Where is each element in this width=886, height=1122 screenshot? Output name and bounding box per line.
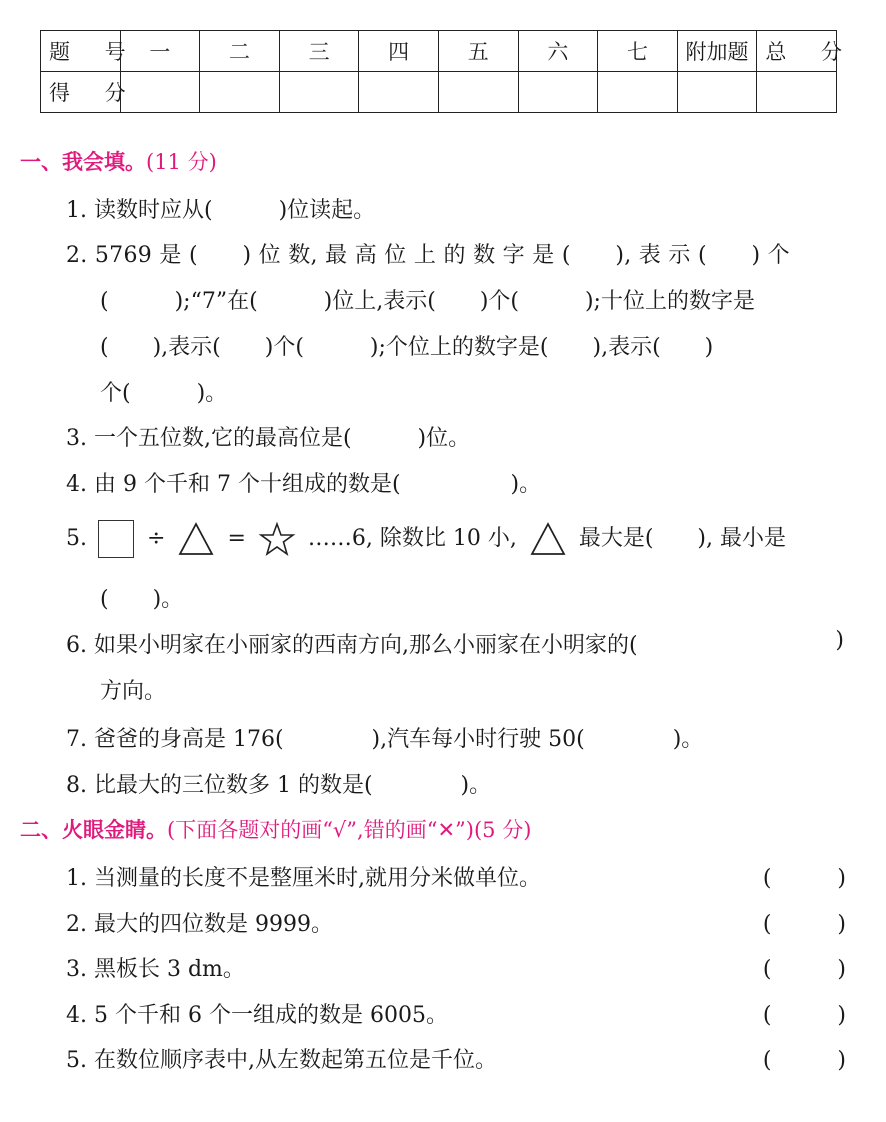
score-header-cell: 六 xyxy=(518,31,598,72)
question-1-2-line1: 2. 5769 是 ( ) 位 数, 最 高 位 上 的 数 字 是 ( ), 表 示 ( ) 个 xyxy=(66,243,790,268)
section2-heading xyxy=(20,814,531,844)
score-input-cell[interactable] xyxy=(438,72,518,113)
question-1-5-line1 xyxy=(66,520,786,558)
answer-blank[interactable]: ( ) xyxy=(762,957,846,982)
question-1-3: 3. 一个五位数,它的最高位是( )位。 xyxy=(66,426,471,451)
score-input-cell[interactable] xyxy=(677,72,757,113)
score-input-cell[interactable] xyxy=(598,72,678,113)
score-row-label: 得 分 xyxy=(41,72,121,113)
question-1-6-line2: 方向。 xyxy=(100,679,167,704)
score-table-header-row xyxy=(41,31,837,72)
question-1-8: 8. 比最大的三位数多 1 的数是( )。 xyxy=(66,773,492,798)
score-header-cell: 总 分 xyxy=(757,31,837,72)
score-header-cell: 一 xyxy=(120,31,200,72)
section2-instructions: (下面各题对的画“√”,错的画“✕”)(5 分) xyxy=(167,818,532,842)
question-1-2-line4: 个( )。 xyxy=(100,381,228,406)
section1-heading xyxy=(20,146,217,176)
score-header-cell: 五 xyxy=(438,31,518,72)
question-1-5-number: 5. xyxy=(66,526,87,551)
triangle-icon xyxy=(178,522,214,556)
question-2-1: 1. 当测量的长度不是整厘米时,就用分米做单位。 xyxy=(66,866,541,891)
section1-title: 一、我会填。 xyxy=(20,150,146,174)
question-1-5-text2: 最大是( ), 最小是 xyxy=(578,526,786,551)
score-input-cell[interactable] xyxy=(518,72,598,113)
triangle-icon xyxy=(530,522,566,556)
answer-blank[interactable]: ( ) xyxy=(762,866,846,891)
question-1-7: 7. 爸爸的身高是 176( ),汽车每小时行驶 50( )。 xyxy=(66,727,704,752)
score-header-cell: 七 xyxy=(598,31,678,72)
section1-score: (11 分) xyxy=(146,150,217,174)
star-icon xyxy=(259,522,295,556)
score-header-cell: 附加题 xyxy=(677,31,757,72)
question-1-2-line2: ( );“7”在( )位上,表示( )个( );十位上的数字是 xyxy=(100,289,755,314)
question-1-6-line1: 6. 如果小明家在小丽家的西南方向,那么小丽家在小明家的( xyxy=(66,633,638,658)
score-header-cell: 题 号 xyxy=(41,31,121,72)
question-2-3: 3. 黑板长 3 dm。 xyxy=(66,957,245,982)
question-2-4: 4. 5 个千和 6 个一组成的数是 6005。 xyxy=(66,1003,448,1028)
answer-blank[interactable]: ( ) xyxy=(762,912,846,937)
square-box-icon xyxy=(98,520,134,558)
equals-sign: = xyxy=(227,526,246,551)
score-table-score-row xyxy=(41,72,837,113)
question-2-5: 5. 在数位顺序表中,从左数起第五位是千位。 xyxy=(66,1048,497,1073)
question-2-2: 2. 最大的四位数是 9999。 xyxy=(66,912,333,937)
answer-blank[interactable]: ( ) xyxy=(762,1048,846,1073)
score-input-cell[interactable] xyxy=(279,72,359,113)
divide-sign: ÷ xyxy=(147,526,166,551)
question-1-5-line2: ( )。 xyxy=(100,587,184,612)
answer-blank[interactable]: ( ) xyxy=(762,1003,846,1028)
score-header-cell: 四 xyxy=(359,31,439,72)
score-table xyxy=(40,30,857,113)
question-1-5-text1: ……6, 除数比 10 小, xyxy=(307,526,517,551)
score-header-cell: 三 xyxy=(279,31,359,72)
question-1-6-close-paren: ) xyxy=(835,628,844,653)
question-1-4: 4. 由 9 个千和 7 个十组成的数是( )。 xyxy=(66,472,542,497)
section2-title: 二、火眼金睛。 xyxy=(20,818,167,842)
score-header-cell: 二 xyxy=(200,31,280,72)
question-1-1: 1. 读数时应从( )位读起。 xyxy=(66,198,376,223)
score-input-cell[interactable] xyxy=(757,72,837,113)
score-input-cell[interactable] xyxy=(359,72,439,113)
question-1-2-line3: ( ),表示( )个( );个位上的数字是( ),表示( ) xyxy=(100,335,714,360)
score-input-cell[interactable] xyxy=(200,72,280,113)
